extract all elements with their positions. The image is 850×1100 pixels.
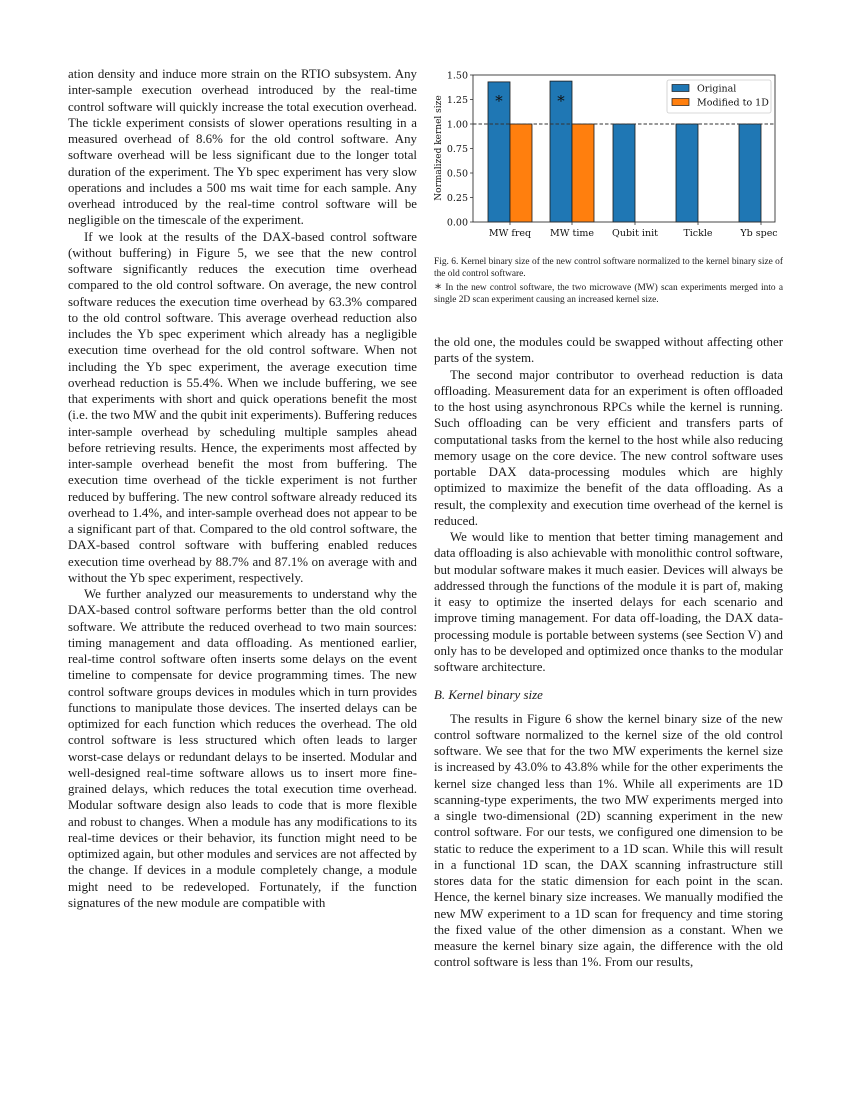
paragraph: The second major contributor to overhead reduction is data offloading. Measurement data for an experiment is often offloaded to the host using asynchronous RPCs while the kernel is running. Such offloading can be very efficient and transfers parts of computational tasks from the kernel to the host while also reducing memory usage on the core device. The new control software uses portable DAX data-processing modules which are highly optimized to maximize the benefit of the data offloading. As a result, the complexity and execution time overhead of the kernel is reduced. [434,367,783,528]
asterisk-icon: ∗ [434,279,443,293]
svg-text:1.00: 1.00 [446,119,468,131]
svg-text:Qubit init: Qubit init [612,228,658,239]
asterisk-annotation: ∗ [555,89,567,107]
legend-label-modified: Modified to 1D [697,97,769,109]
svg-text:MW time: MW time [550,228,594,239]
bar-qubit-init-original [613,124,635,222]
paragraph: We would like to mention that better timing management and data offloading is also achievable with monolithic control software, but modular software makes it much easier. Devices will always be addressed through the functions of the module it is part of, making it easy to optimize the inserted delays for each scenario and improve timing management. For data off-loading, the DAX data-processing module is portable between systems (see Section V) and only has to be developed and optimized once thanks to the modular software architecture. [434,530,783,674]
bar-mw-freq-modified [510,124,532,222]
x-axis-ticks [489,228,778,239]
svg-text:MW freq: MW freq [488,228,532,239]
legend [667,80,771,113]
figure-6-chart [430,62,790,262]
legend-swatch-modified [672,99,689,106]
section-heading: B. Kernel binary size [434,688,543,703]
left-column [68,66,417,911]
bar-tickle-original [676,124,698,222]
svg-text:0.25: 0.25 [446,193,468,204]
svg-text:Tickle: Tickle [683,228,713,239]
svg-text:0.00: 0.00 [446,217,468,229]
right-column [434,334,783,971]
asterisk-annotation: ∗ [493,89,505,107]
y-axis-label: Normalized kernel size [434,95,444,201]
paragraph: We further analyzed our measurements to understand why the DAX-based control software performs better than the old control software. We attribute the reduced overhead to two main sources: timing management and data offloading. As mentioned earlier, real-time control software often inserts some delays on the event timeline to compensate for device programming times. The new control software groups devices in modules which in turn provides functions to manipulate those devices. The inserted delays can be optimized for each function which reduces the overhead. The old control software is less structured which often leads to larger worst-case delays or redundant delays to be inserted. Modular and well-designed real-time software allows us to insert more fine-grained delays, which reduces the total execution time overhead. Modular software design also leads to code that is more flexible and robust to changes. When a module has any modifications to its real-time devices or their behavior, its function might need to be optimized again, but other modules and services are not affected by the change. If devices in a module completely change, a module might need to be redeveloped. Fortunately, if the function signatures of the new module are compatible with [68,587,417,910]
paragraph: the old one, the modules could be swapped without affecting other parts of the system. [434,335,783,366]
svg-text:Yb spec: Yb spec [740,228,778,239]
bar-mw-time-modified [572,124,594,222]
svg-text:1.50: 1.50 [446,70,468,82]
caption-note: ∗ In the new control software, the two microwave (MW) scan experiments merged into a single 2D scan experiment causing an increased kernel size. [434,279,783,305]
caption-main: Fig. 6. Kernel binary size of the new control software normalized to the kernel binary size of the old control software. [434,257,783,279]
paragraph: ation density and induce more strain on the RTIO subsystem. Any inter-sample execution overhead introduced by the real-time control software will quickly increase the total execution overhead. The tickle experiment consists of slower operations resulting in a measured overhead of 8.6% for the old control software. Any software overhead will be less significant due to the longer total duration of the experiment. The Yb spec experiment has very slow operations and includes a 500 ms wait time for each sample. Any overhead introduced by the real-time control software will be negligible on the timescale of the experiment. [68,67,417,228]
svg-text:0.50: 0.50 [446,168,468,180]
svg-text:1.25: 1.25 [446,95,468,106]
legend-swatch-original [672,85,689,92]
paragraph: If we look at the results of the DAX-based control software (without buffering) in Figure 5, we see that the new control software significantly reduces the execution time overhead compared to the old control software. On average, the new control software reduces the execution time overhead by 63.3% compared to the old control software. This average overhead reduction also includes the Yb spec experiment which already has a negligible execution time overhead for the old control software. When not including the Yb spec experiment, the average execution time overhead reduction is 55.4%. When we include buffering, we see that experiments with short and quick operations benefit the most (i.e. the two MW and the qubit init experiments). Buffering reduces inter-sample overhead by scheduling multiple samples ahead before retrieving results. Hence, the experiments most affected by inter-sample overhead benefit the most from buffering. The execution time overhead of the tickle experiment is not further reduced by buffering. The new control software already reduced its overhead to 1.4%, and inter-sample overhead does not appear to be a significant part of that. Compared to the old control software, the DAX-based control software with buffering enabled reduces execution time overhead by 88.7% and 87.1% on average with and without the Yb spec experiment, respectively. [68,229,417,585]
legend-label-original: Original [697,83,737,95]
figure-caption [434,256,783,306]
svg-text:0.75: 0.75 [446,144,468,155]
y-axis-ticks [447,71,468,229]
paragraph: The results in Figure 6 show the kernel binary size of the new control software normalized to the kernel size of the old control software. We see that for the two MW experiments the kernel size is increased by 43.0% to 43.8% while for the other experiments the kernel size changed less than 1%. While all experiments are 1D scanning-type experiments, the two MW experiments merged into a single two-dimensional (2D) scanning experiment in the new control software. For our tests, we configured one dimension to be static to reduce the experiment to a 1D scan. While this will result in a functional 1D scan, the DAX scanning infrastructure still stores data for the static dimension for each point in the scan. Hence, the kernel binary size increases. We manually modified the new MW experiment to a 1D scan for frequency and time storing the fixed value of the other dimension as a constant. When we measure the kernel binary size again, the difference with the old control software is less than 1%. From our results, [434,711,783,970]
bar-yb-spec-original [739,124,761,222]
